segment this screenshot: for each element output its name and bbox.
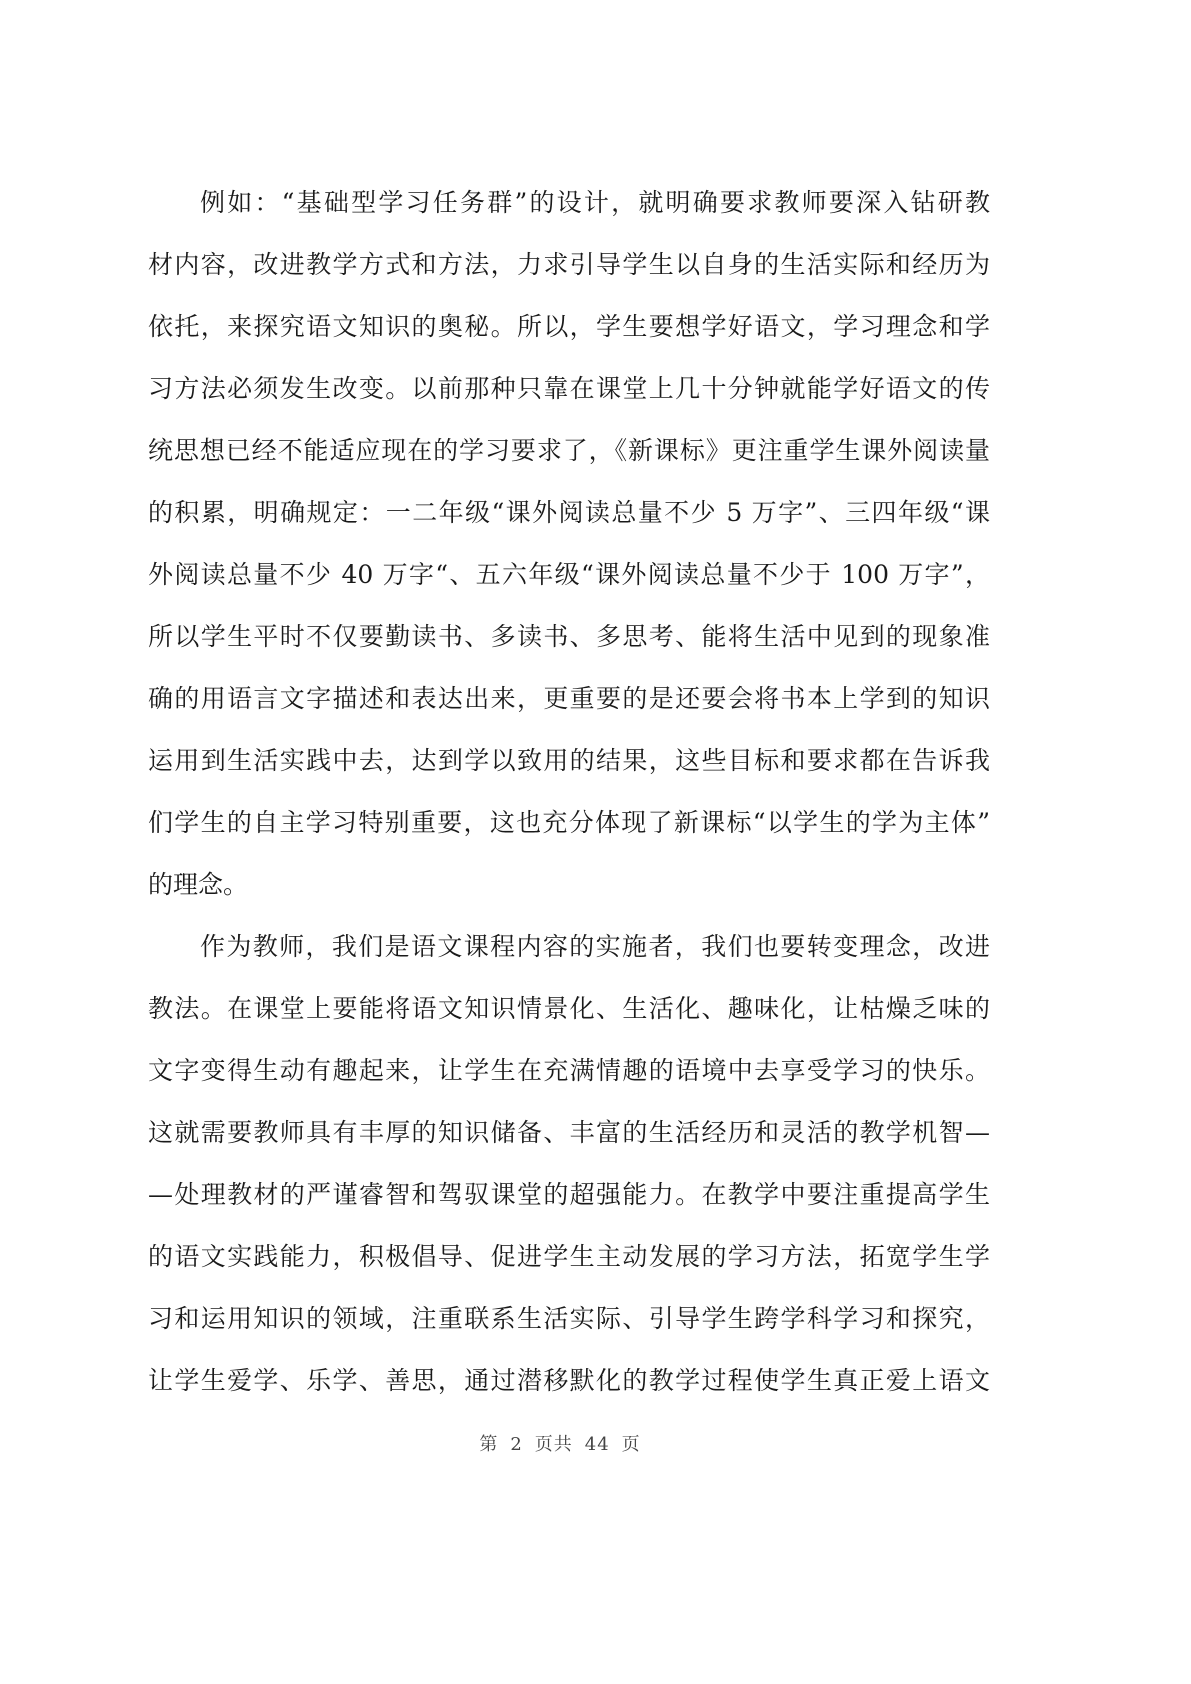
paragraph-2-line: 习和运用知识的领域，注重联系生活实际、引导学生跨学科学习和探究， [148, 1304, 990, 1333]
paragraph-2-line: —处理教材的严谨睿智和驾驭课堂的超强能力。在教学中要注重提高学生 [148, 1180, 990, 1209]
paragraph-2-line: 让学生爱学、乐学、善思，通过潜移默化的教学过程使学生真正爱上语文 [148, 1366, 990, 1395]
paragraph-1-line: 所以学生平时不仅要勤读书、多读书、多思考、能将生活中见到的现象准 [148, 622, 990, 651]
footer-middle: 页共 [534, 1434, 573, 1455]
paragraph-1-line: 确的用语言文字描述和表达出来，更重要的是还要会将书本上学到的知识 [148, 684, 990, 713]
paragraph-2-line: 的语文实践能力，积极倡导、促进学生主动发展的学习方法，拓宽学生学 [148, 1242, 990, 1271]
footer-suffix: 页 [621, 1434, 641, 1455]
footer-current-page: 2 [510, 1434, 523, 1455]
paragraph-1-line: 例如：“基础型学习任务群”的设计，就明确要求教师要深入钻研教 [200, 188, 990, 217]
paragraph-1-line: 材内容，改进教学方式和方法，力求引导学生以自身的生活实际和经历为 [148, 250, 990, 279]
paragraph-1-line: 们学生的自主学习特别重要，这也充分体现了新课标“以学生的学为主体” [148, 808, 990, 837]
paragraph-1-line: 依托，来探究语文知识的奥秘。所以，学生要想学好语文，学习理念和学 [148, 312, 990, 341]
page-footer [0, 1430, 1120, 1456]
paragraph-1-line: 运用到生活实践中去，达到学以致用的结果，这些目标和要求都在告诉我 [148, 746, 990, 775]
paragraph-1-line: 外阅读总量不少 40 万字“、五六年级“课外阅读总量不少于 100 万字”， [148, 560, 990, 589]
paragraph-2-line: 这就需要教师具有丰厚的知识储备、丰富的生活经历和灵活的教学机智— [148, 1118, 990, 1147]
body-text [148, 172, 990, 1412]
paragraph-2-line: 教法。在课堂上要能将语文知识情景化、生活化、趣味化，让枯燥乏味的 [148, 994, 990, 1023]
footer-prefix: 第 [479, 1434, 499, 1455]
paragraph-1-line: 统思想已经不能适应现在的学习要求了，《新课标》更注重学生课外阅读量 [148, 436, 990, 465]
paragraph-1-line: 的理念。 [148, 870, 249, 899]
paragraph-2-line: 作为教师，我们是语文课程内容的实施者，我们也要转变理念，改进 [200, 932, 990, 961]
footer-total-pages: 44 [584, 1434, 610, 1455]
paragraph-1-line: 习方法必须发生改变。以前那种只靠在课堂上几十分钟就能学好语文的传 [148, 374, 990, 403]
paragraph-2-line: 文字变得生动有趣起来，让学生在充满情趣的语境中去享受学习的快乐。 [148, 1056, 990, 1085]
paragraph-1-line: 的积累，明确规定：一二年级“课外阅读总量不少 5 万字”、三四年级“课 [148, 498, 990, 527]
